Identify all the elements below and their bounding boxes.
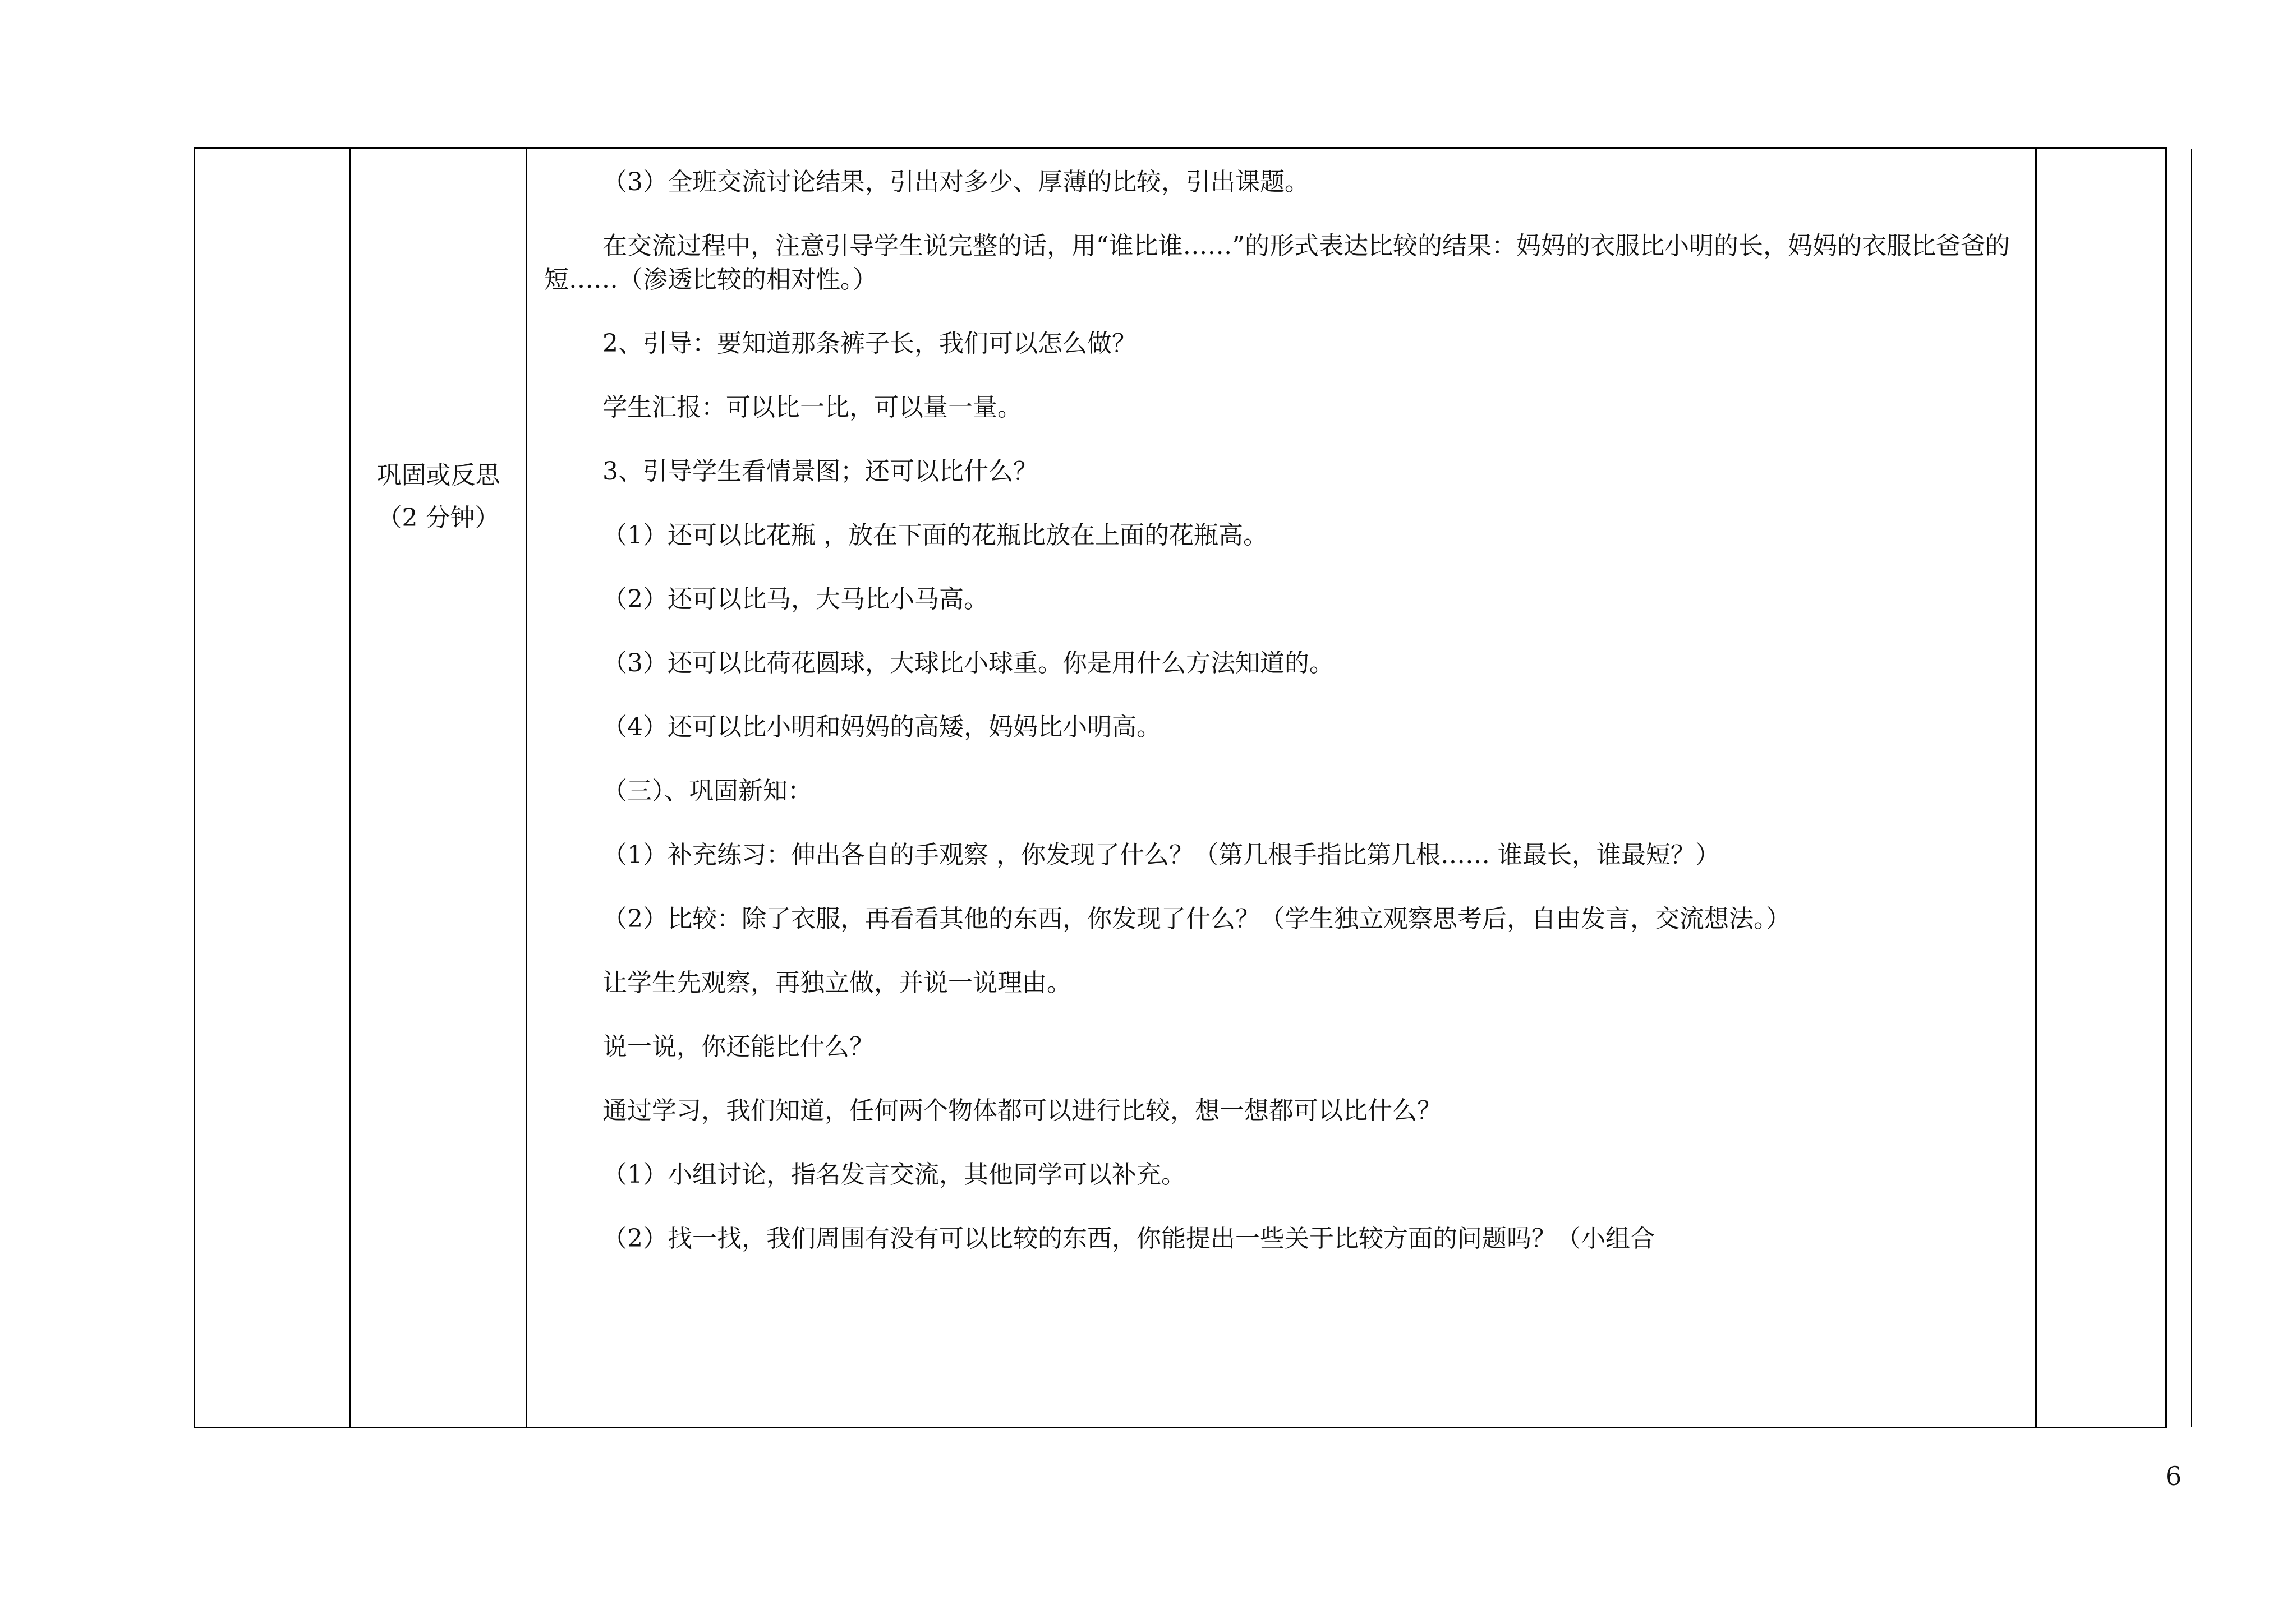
column-divider-2	[526, 149, 527, 1427]
paragraph-16: （1）小组讨论，指名发言交流，其他同学可以补充。	[602, 1160, 1186, 1189]
column-divider-1	[349, 149, 351, 1427]
page-number: 6	[2165, 1461, 2182, 1491]
paragraph-4: 学生汇报：可以比一比，可以量一量。	[602, 393, 1022, 422]
column-divider-4	[2191, 149, 2192, 1427]
paragraph-9: （4）还可以比小明和妈妈的高矮，妈妈比小明高。	[602, 713, 1161, 741]
paragraph-11: （1）补充练习：伸出各自的手观察 ，你发现了什么？（第几根手指比第几根…… 谁最长，谁最短？）	[602, 841, 1720, 869]
paragraph-7: （2）还可以比马，大马比小马高。	[602, 585, 988, 614]
stage-title: 巩固或反思	[376, 461, 500, 490]
paragraph-12: （2）比较：除了衣服，再看看其他的东西，你发现了什么？（学生独立观察思考后，自由发言，交流想法。）	[602, 905, 1791, 933]
lesson-table	[194, 147, 2167, 1428]
paragraph-5: 3、引导学生看情景图；还可以比什么？	[602, 457, 1038, 486]
paragraph-3: 2、引导：要知道那条裤子长，我们可以怎么做？	[602, 329, 1137, 358]
paragraph-10: （三）、巩固新知：	[602, 777, 812, 805]
stage-cell	[351, 454, 526, 540]
paragraph-6: （1）还可以比花瓶 ，放在下面的花瓶比放在上面的花瓶高。	[602, 521, 1268, 550]
stage-duration: （2 分钟）	[377, 504, 500, 532]
paragraph-14: 说一说，你还能比什么？	[602, 1032, 874, 1061]
column-divider-3	[2035, 149, 2037, 1427]
lesson-content	[544, 165, 2025, 1286]
paragraph-2: 在交流过程中，注意引导学生说完整的话，用“谁比谁……”的形式表达比较的结果：妈妈的衣服比小明的长，妈妈的衣服比爸爸的短……（渗透比较的相对性。）	[544, 232, 2010, 294]
paragraph-15: 通过学习，我们知道，任何两个物体都可以进行比较，想一想都可以比什么？	[602, 1096, 1442, 1125]
paragraph-8: （3）还可以比荷花圆球，大球比小球重。你是用什么方法知道的。	[602, 649, 1334, 677]
paragraph-17: （2）找一找，我们周围有没有可以比较的东西，你能提出一些关于比较方面的问题吗？（小组合	[602, 1224, 1655, 1253]
paragraph-1: （3）全班交流讨论结果，引出对多少、厚薄的比较，引出课题。	[602, 168, 1309, 196]
paragraph-13: 让学生先观察，再独立做，并说一说理由。	[602, 969, 1071, 997]
